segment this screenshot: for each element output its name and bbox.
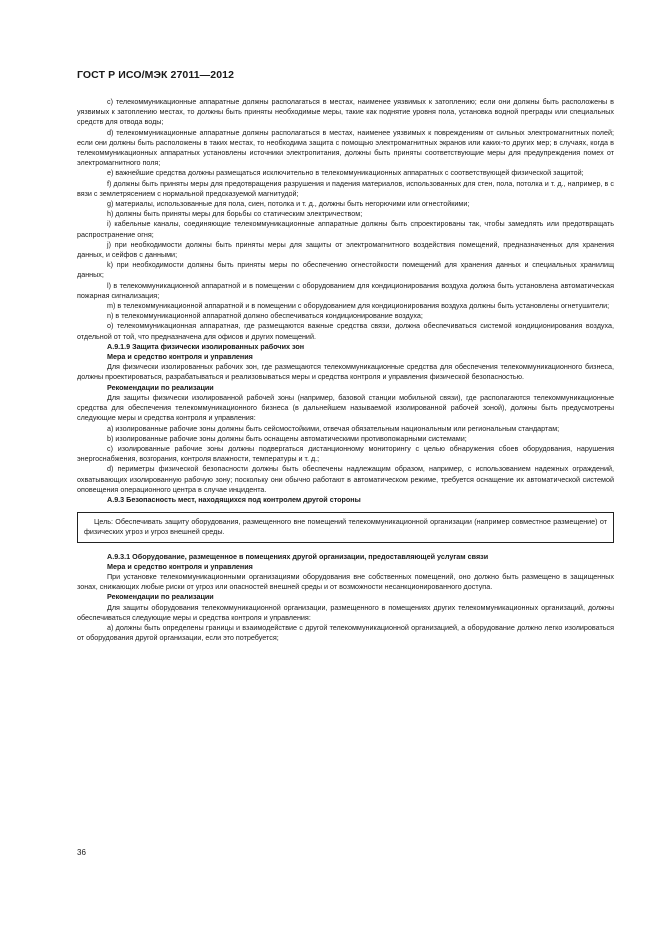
list-item-e: e) важнейшие средства должны размещаться исключительно в телекоммуникационных аппаратных с соответствующей физической защитой;	[107, 168, 584, 178]
subheading-recommendations-2: Рекомендации по реализации	[107, 592, 214, 602]
measure-text: Для физически изолированных рабочих зон, где размещаются телекоммуникационные средства для обеспечения телекоммуникационного бизнеса, должны проектироваться, разрабатываться и реализовываться меры и средства контроля и управления физической безопасностью.	[77, 362, 614, 382]
list-item-n: n) в телекоммуникационной аппаратной должно обеспечиваться кондиционирование воздуха;	[107, 311, 423, 321]
list-item-c2: c) изолированные рабочие зоны должны подвергаться дистанционному мониторингу с целью обнаружения сбоев оборудования, нарушения энергоснабжения, возгорания, контроля влажности, температуры и т. д.;	[77, 443, 614, 464]
subheading-recommendations: Рекомендации по реализации	[107, 382, 214, 392]
list-item-d: d) телекоммуникационные аппаратные должны располагаться в местах, наименее уязвимых к повреждениям от сильных электромагнитных полей; если они должны быть расположены в таких местах, то необходима защита с помощью электромагнитных экранов или каких-то других мер; в случаях, когда в телекоммуникационных аппаратных установлены источники электропитания, должны быть приняты соответствующие меры для предупреждения помех от электромагнитного поля;	[77, 127, 614, 168]
list-item-m: m) в телекоммуникационной аппаратной и в помещении с оборудованием для кондиционирования воздуха должны быть установлены огнетушители;	[107, 301, 610, 311]
list-item-i: i) кабельные каналы, соединяющие телекоммуникационные аппаратные должны быть спроектированы так, чтобы замедлять или предотвращать распространение огня;	[77, 219, 614, 239]
list-item-a2: a) должны быть определены границы и взаимодействие с другой телекоммуникационной организацией, а оборудование должно легко изолироваться от оборудования другой организации, если это потребуется;	[77, 622, 614, 643]
subheading-measure: Мера и средство контроля и управления	[107, 352, 253, 362]
list-item-c: c) телекоммуникационные аппаратные должны располагаться в местах, наименее уязвимых к затоплению; если они должны быть расположены в уязвимых к затоплению местах, то должны быть приняты необходимые меры, такие как поднятие уровня пола, установка водной преграды или специальных средств для отвода воды;	[77, 97, 614, 127]
section-heading-a93: А.9.3 Безопасность мест, находящихся под контролем другой стороны	[107, 494, 361, 504]
list-item-f: f) должны быть приняты меры для предотвращения разрушения и падения материалов, использованных для стен, пола, потолка и т. д., например, в с вязи с землетрясением с нормальной предсказуемой магнитудой;	[77, 178, 614, 198]
list-item-o: o) телекоммуникационная аппаратная, где размещаются важные средства связи, должна обеспечиваться системой кондиционирования воздуха, отдельной от той, что предназначена для офисов и других помещений.	[77, 321, 614, 341]
list-item-k: k) при необходимости должны быть приняты меры по обеспечению огнестойкости помещений для хранения данных и специальных хранилищ данных;	[77, 260, 614, 280]
recommendations-text-2: Для защиты оборудования телекоммуникационной организации, размещенного в помещениях других телекоммуникационных организаций, должны обеспечиваться следующие меры и средства контроля и управления:	[77, 602, 614, 622]
list-item-g: g) материалы, использованные для пола, сиен, потолка и т. д., должны быть негорючими или огнестойкими;	[107, 199, 470, 209]
section-heading-a931: А.9.3.1 Оборудование, размещенное в помещениях другой организации, предоставляющей услугам связи	[107, 551, 489, 561]
subheading-measure-2: Мера и средство контроля и управления	[107, 561, 253, 571]
document-body	[77, 97, 614, 643]
recommendations-text: Для защиты физически изолированной рабочей зоны (например, базовой станции мобильной связи), где располагаются телекоммуникационные средства для обеспечения телекоммуникационного бизнеса (в дальнейшем называемой изолированной рабочей зоной), должны быть предусмотрены следующие меры и средства контроля и управления:	[77, 392, 614, 423]
page-header-standard-code: ГОСТ Р ИСО/МЭК 27011—2012	[77, 69, 235, 81]
list-item-h: h) должны быть приняты меры для борьбы со статическим электричеством;	[107, 209, 363, 219]
list-item-l: l) в телекоммуникационной аппаратной и в помещении с оборудованием для кондиционирования воздуха должна быть установлена автоматическая пожарная сигнализация;	[77, 280, 614, 300]
section-heading-a919: А.9.1.9 Защита физически изолированных рабочих зон	[107, 341, 305, 351]
list-item-b: b) изолированные рабочие зоны должны быть оснащены автоматическими противопожарными системами;	[107, 433, 467, 443]
goal-box	[77, 512, 614, 542]
measure-text-2: При установке телекоммуникационными организациями оборудования вне собственных помещений, оно должно быть размещено в защищенных зонах, снижающих любые риски от угроз или опасностей внешней среды и от возможности несанкционированного доступа.	[77, 571, 614, 592]
list-item-a: a) изолированные рабочие зоны должны быть сейсмостойкими, отвечая обязательным национальным или региональным стандартам;	[107, 423, 560, 433]
goal-text: Цель: Обеспечивать защиту оборудования, размещенного вне помещений телекоммуникационной организации (например совместное размещение) от физических угроз и угроз внешней среды.	[84, 517, 607, 537]
page-number: 36	[77, 848, 86, 857]
list-item-j: j) при необходимости должны быть приняты меры для защиты от электромагнитного воздействия помещений, предназначенных для хранения данных, и сейфов с данными;	[77, 239, 614, 260]
list-item-d2: d) периметры физической безопасности должны быть обеспечены надлежащим образом, например, с использованием надежных ограждений, охватывающих изолированную рабочую зону; поскольку они обычно работают в автоматическом режиме, требуется оснащение их автоматической системой оповещения операционного центра в случае инцидента.	[77, 464, 614, 494]
